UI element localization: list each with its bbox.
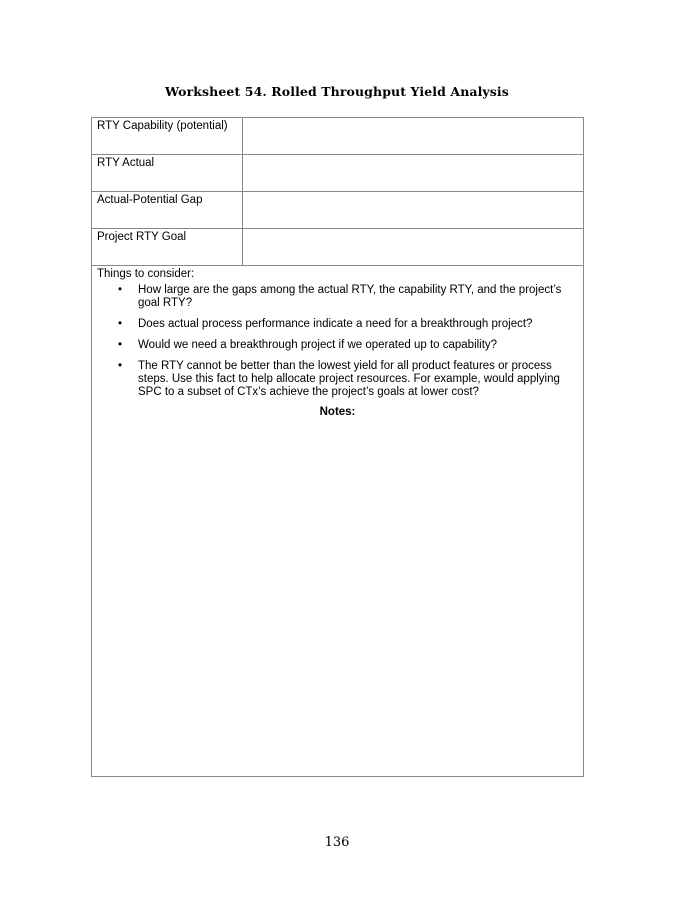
project-rty-goal-field[interactable]: [243, 229, 583, 265]
row-rty-actual: [92, 155, 583, 192]
bullet-icon: •: [118, 318, 123, 330]
row-label: Project RTY Goal: [92, 229, 243, 265]
rty-capability-field[interactable]: [243, 118, 583, 154]
notes-label: Notes:: [319, 406, 356, 418]
bullet-icon: •: [118, 284, 123, 296]
list-item-text: How large are the gaps among the actual RTY, the capability RTY, and the project’s goal RTY?: [138, 284, 562, 309]
things-to-consider-heading: Things to consider:: [97, 268, 195, 280]
list-item: [97, 318, 578, 331]
list-item-text: Would we need a breakthrough project if we operated up to capability?: [138, 339, 498, 351]
list-item: [97, 360, 578, 399]
row-label: RTY Capability (potential): [92, 118, 243, 154]
bullet-icon: •: [118, 339, 123, 351]
worksheet-table: [91, 117, 584, 777]
row-project-rty-goal: [92, 229, 583, 266]
consider-list: [97, 284, 578, 399]
list-item-text: The RTY cannot be better than the lowest yield for all product features or process steps. Use this fact to help allocate project resources. For example, would applying SPC to a subset of CTx’s achieve the project’s goals at lower cost?: [138, 360, 560, 398]
list-item: [97, 339, 578, 352]
row-rty-capability: [92, 118, 583, 155]
page-title: Worksheet 54. Rolled Throughput Yield Analysis: [165, 84, 509, 99]
list-item-text: Does actual process performance indicate a need for a breakthrough project?: [138, 318, 533, 330]
row-label: Actual-Potential Gap: [92, 192, 243, 228]
bullet-icon: •: [118, 360, 123, 372]
things-to-consider-section: [92, 266, 583, 420]
rty-actual-field[interactable]: [243, 155, 583, 191]
row-actual-potential-gap: [92, 192, 583, 229]
actual-potential-gap-field[interactable]: [243, 192, 583, 228]
page-number: 136: [324, 835, 350, 850]
row-label: RTY Actual: [92, 155, 243, 191]
list-item: [97, 284, 578, 310]
